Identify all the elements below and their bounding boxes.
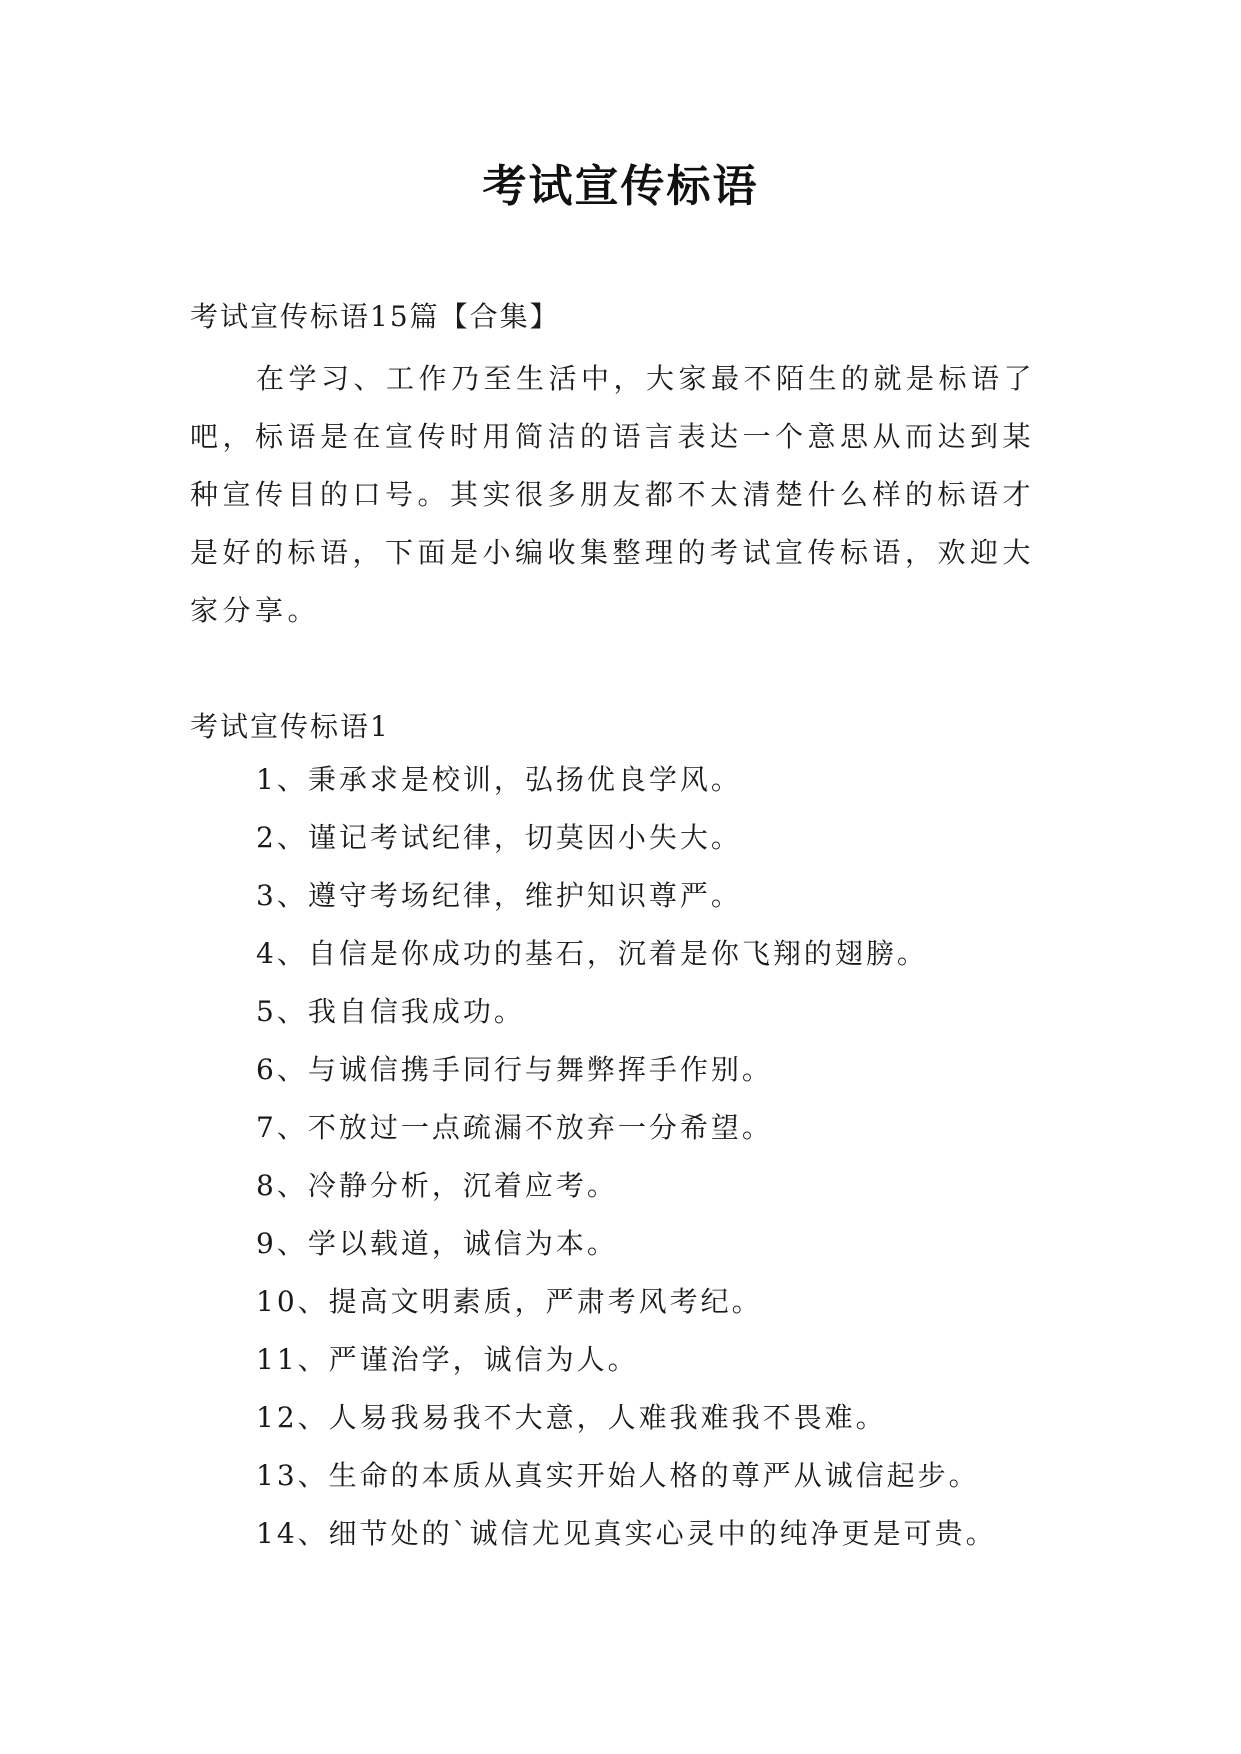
slogan-item: 2、谨记考试纪律，切莫因小失大。 xyxy=(256,821,742,854)
intro-paragraph: 在学习、工作乃至生活中，大家最不陌生的就是标语了吧，标语是在宣传时用简洁的语言表达一个意思从而达到某种宣传目的口号。其实很多朋友都不太清楚什么样的标语才是好的标语，下面是小编收集整理的考试宣传标语，欢迎大家分享。 xyxy=(190,362,1037,627)
slogan-item: 7、不放过一点疏漏不放弃一分希望。 xyxy=(256,1111,773,1144)
slogan-item: 4、自信是你成功的基石，沉着是你飞翔的翅膀。 xyxy=(256,937,928,970)
slogan-item: 11、严谨治学，诚信为人。 xyxy=(256,1343,639,1376)
slogan-item: 14、细节处的`诚信尤见真实心灵中的纯净更是可贵。 xyxy=(256,1517,997,1550)
slogan-item: 1、秉承求是校训，弘扬优良学风。 xyxy=(256,763,742,796)
slogan-item: 8、冷静分析，沉着应考。 xyxy=(256,1169,618,1202)
slogan-list xyxy=(256,760,997,1572)
slogan-item: 3、遵守考场纪律，维护知识尊严。 xyxy=(256,879,742,912)
slogan-item: 9、学以载道，诚信为本。 xyxy=(256,1227,618,1260)
document-title: 考试宣传标语 xyxy=(482,161,759,212)
slogan-item: 12、人易我易我不大意，人难我难我不畏难。 xyxy=(256,1401,887,1434)
slogan-item: 10、提高文明素质，严肃考风考纪。 xyxy=(256,1285,763,1318)
section-heading: 考试宣传标语1 xyxy=(190,710,390,743)
slogan-item: 13、生命的本质从真实开始人格的尊严从诚信起步。 xyxy=(256,1459,980,1492)
slogan-item: 6、与诚信携手同行与舞弊挥手作别。 xyxy=(256,1053,773,1086)
document-subtitle: 考试宣传标语15篇【合集】 xyxy=(190,300,560,333)
slogan-item: 5、我自信我成功。 xyxy=(256,995,525,1028)
